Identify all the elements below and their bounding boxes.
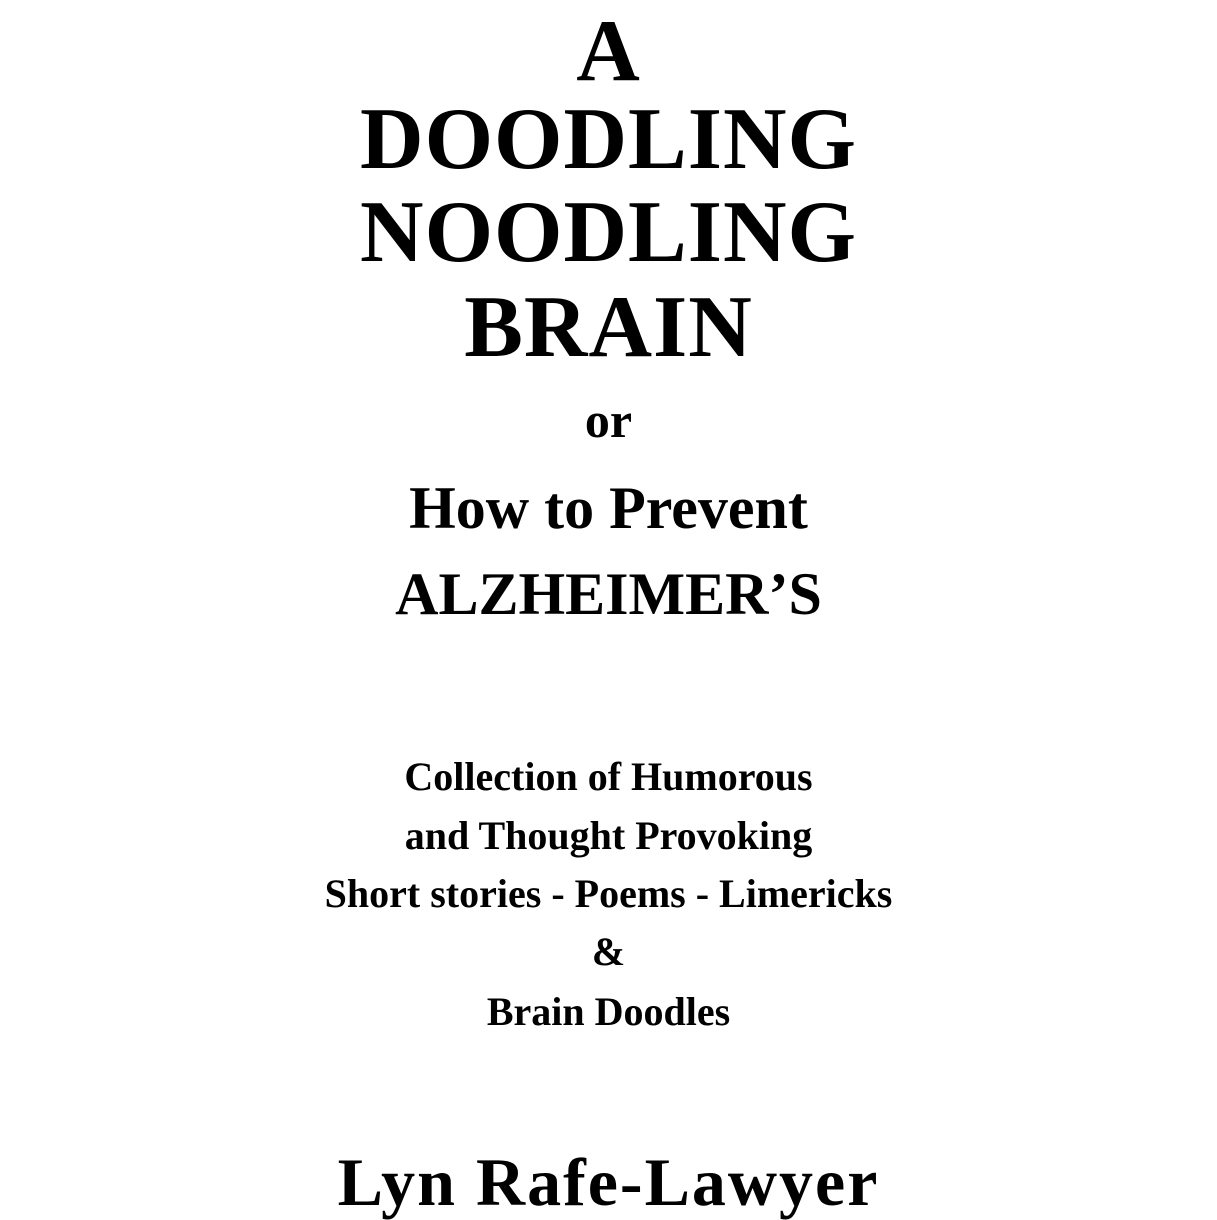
title-line-doodling: DOODLING — [360, 91, 857, 188]
description-line-2: and Thought Provoking — [404, 813, 813, 858]
author-name: Lyn Rafe-Lawyer — [337, 1144, 880, 1220]
title-line-brain: BRAIN — [464, 279, 753, 376]
title-conjunction: or — [584, 392, 633, 448]
description-line-ampersand: & — [591, 929, 626, 974]
title-line-noodling: NOODLING — [360, 184, 857, 281]
title-line-a: A — [576, 3, 641, 100]
description-line-1: Collection of Humorous — [404, 754, 813, 799]
description-line-5: Brain Doodles — [486, 989, 731, 1034]
subtitle-line-prevent: How to Prevent — [409, 475, 808, 541]
subtitle-line-alzheimers: ALZHEIMER’S — [395, 561, 822, 627]
description-line-3: Short stories - Poems - Limericks — [324, 871, 893, 916]
